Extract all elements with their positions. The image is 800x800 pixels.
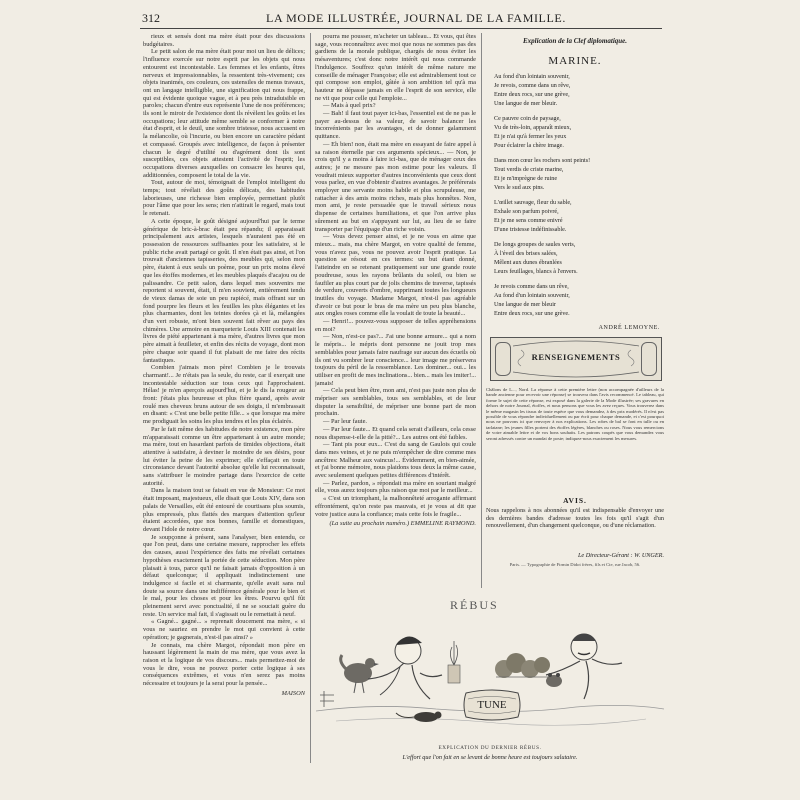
poem-stanza	[494, 283, 664, 319]
poem-stanza	[494, 199, 664, 235]
middle-paragraph: « C'est un triomphant, la malhonnêteté arrogante affirmant effrontément, qu'on reste pas mauvais, et je vous ai dit que votre justice aura la confiance; mais cette fois le fragile...	[315, 495, 476, 518]
barrel-word: TUNE	[477, 699, 507, 711]
left-paragraph: Combien j'aimais mon père! Combien je le trouvais charmant!... Je n'étais pas la seule, du reste, car il exerçait une incontestable séduction sur tous ceux qui l'approchaient. Hélas! je m'en aperçois aujourd'hui, et je le dis la rougeur au front: j'étais plus heureuse et plus fière quand, après avoir roulé mes cheveux bruns autour de ses doigts, il m'embrassait en disant: « C'est une belle petite fille... » que lorsque ma mère me prodiguait les soins les plus tendres et les plus éclairés.	[143, 364, 305, 426]
poem-line: Entre deux rocs, sur une grève.	[494, 311, 570, 317]
printer-line: Paris. — Typographie de Firmin Didot frères, fils et Cie, rue Jacob, 56.	[509, 562, 641, 567]
poem-line: De longs groupes de saules verts,	[494, 242, 576, 248]
poem	[486, 73, 664, 319]
renseignements-banner	[490, 337, 662, 381]
middle-paragraph: — Vous devez penser ainsi, et je ne vous en aime que mieux... mais, ma chère Margot, en votre qualité de femme, vous n'avez pas, vous ne pouvez avoir l'esprit pratique. La question se résout en ces termes: un but étant donné, l'atteindre en se retenant pratiquement sur une grande route poudreuse, sous les rayons brûlants du soleil, ou bien se faufiler au plus court par de jolis chemins de traverse, tapissés de verdure, couverts d'ombre, supprimant toutes les longueurs inutiles du voyage. Madame Margot, n'est-il pas agréable d'avoir ce but pour le bras de ma mère un peu plus blanche, aux ongles roses comme elle la voulait de toute la beauté...	[315, 233, 476, 318]
poem-line: À l'éveil des brises salées,	[494, 251, 558, 257]
hen-icon	[341, 655, 379, 693]
poem-stanza	[494, 115, 664, 151]
journal-title: LA MODE ILLUSTRÉE, JOURNAL DE LA FAMILLE.	[266, 11, 566, 25]
story-signature: (La suite au prochain numéro.) EMMELINE RAYMOND.	[329, 520, 476, 528]
avis-title: AVIS.	[563, 496, 587, 505]
column-divider	[310, 33, 311, 763]
left-paragraph: Le petit salon de ma mère était pour moi un lieu de délices; l'influence exercée sur notre esprit par les objets qui nous entourent est incontestable. Les femmes et les enfants, êtres nerveux et impressionnables, la ressentent très-vivement; ces objets inanimés, ces couleurs, ces ustensiles de menus travaux, ont un langage intelligible, une signification qui nous frappe, qui est évidente quoique vague, et à peu près intraduisible en paroles; chacun d'entre eux représente l'une de nos préférences; ils sont le miroir de l'existence dont ils révèlent les goûts et les occupations; leur attitude même semble se conformer à notre état d'esprit, et le deuil, une sombre tristesse, nous accusent en la mélancolie, où l'incurie, ou bien encore un caractère pédant et compassé. Groupés avec intelligence, de façon à présenter chacun le degré d'utilité ou d'agrément dont ils sont susceptibles, ces objets attestent l'activité de l'esprit; les occupations diverses auxquelles on consacre les heures qui, additionnées, composent le total de la vie.	[143, 48, 305, 179]
poem-line: Une langue de mer bleuir	[494, 302, 556, 308]
plant-icon	[448, 641, 460, 683]
poem-line: Au fond d'un lointain souvenir,	[494, 293, 570, 299]
poem-line: Vers le sud aux pins.	[494, 185, 545, 191]
poem-title: MARINE.	[548, 55, 602, 67]
barrel-icon	[464, 690, 520, 720]
left-column	[143, 33, 305, 763]
middle-paragraph: — Par leur faute... Et quand cela serait d'ailleurs, cela cesse nous dispense-t-elle de la pitié?... Les autres ont été faibles.	[315, 425, 476, 441]
poem-line: Je revois, comme dans un rêve,	[494, 83, 571, 89]
rebus-title: RÉBUS	[450, 598, 499, 612]
man-figure-icon	[546, 634, 622, 699]
poem-line: D'une tristesse indéfinissable.	[494, 227, 567, 233]
left-paragraph: Je connais, ma chère Margot, répondait mon père en haussant légèrement la main de ma mère, que vous avez la raison et la logique de vos discours... mais permettez-moi de vous le dire, vous ne pouvez porter cette logique à ses conséquences extrêmes, et vous n'en serez pas moins nécessaire et toujours je la serai pour la pensée...	[143, 641, 305, 688]
header-rule	[140, 28, 662, 29]
rat-icon	[396, 712, 442, 723]
left-paragraph: Je soupçonne à présent, sans l'analyser, bien entendu, ce que l'on peut, dans une certaine mesure, rapprocher les effets des causes, aussi l'expérience des faits me révélait certaines hypothèses exactement la portée de cette séduction. Mon père plaisait à tous, parce qu'il ne faisait jamais d'opposition à un défaut quelconque; il appliquait indistinctement une indulgence si facile et si charmante, qu'elle avait sans nul doute sa source dans une indifférence générale pour le bien et le mal, pour les choses et pour les êtres. Pourvu qu'il fût pleinement servi avec ponctualité, il ne se souciait guère du reste. Un service mal fait, il s'agissait ou le remettait à neuf.	[143, 533, 305, 618]
poem-line: Dans mon cœur les rochers sont peints!	[494, 158, 591, 164]
poem-line: Et je n'ai qu'à fermer les yeux	[494, 134, 567, 140]
poem-line: Exhale son parfum poivré,	[494, 209, 559, 215]
avis-text: Nous rappelons à nos abonnées qu'il est indispensable d'envoyer une des dernières bandes d'adresse toutes les fois qu'il s'agit d'un renouvellement, d'un changement quelconque, ou d'une réclamation.	[486, 507, 664, 530]
poem-line: Vu de très-loin, apparaît mieux,	[494, 125, 572, 131]
middle-paragraph: — Eh bien! non, était ma mère en essayant de faire appel à sa raison éternelle par ces arguments spécieux... — Non, je crois qu'il y a moins à faire ici-bas, que de ménager ceux des autres; je ne mesure pas mon estime pour les valeurs. Il voudrait mieux supporter d'autres inconvénients que ceux dont vous parlez, en vue d'obtenir d'autres avantages. Je préférerais employer une servante moins habile et plus scrupuleuse, me rattacher à des amis moins riches, mais plus honnêtes. Non, mon ami, je reste persuadée que le travail sérieux nous dispense de certaines humiliations, et que l'on arrive plus sûrement au but en s'appuyant sur lui, au lieu de se faire transporter par l'équipage d'un riche voisin.	[315, 140, 476, 233]
left-paragraph: Par le fait même des habitudes de notre existence, mon père m'apparaissait comme un être appartenant à un autre monde; ma mère, tout en hasardant parfois de timides objections, était attentive à satisfaire, à deviner le moindre de ses désirs, pour lui éviter la peine de les exprimer; elle s'effaçait en toute circonstance devant l'autorité absolue qu'elle lui reconnaissait, sans s'attribuer le moindre partage dans l'exercice de cette autorité.	[143, 425, 305, 487]
director-signature: Le Directeur-Gérant : W. UNGER.	[577, 552, 664, 559]
page-header	[142, 11, 662, 27]
poem-stanza	[494, 241, 664, 277]
poem-stanza	[494, 157, 664, 193]
rebus-caption-text: L'effort que l'on fait en se levant de bonne heure est toujours salutaire.	[402, 754, 578, 761]
middle-paragraph: — Henri!... pouvez-vous supposer de telles appréhensions en moi?	[315, 318, 476, 333]
middle-paragraph: — Tant pis pour eux... C'est du sang de Gaulois qui coule dans mes veines, et je ne puis m'empêcher de dire comme mes ancêtres: Malheur aux vaincus!... Évidemment, en bien-aimée, et j'ai bonne mémoire, nous plaidons tous deux la même cause, avec seulement quelques petites différences d'intérêt.	[315, 441, 476, 480]
page-number: 312	[142, 11, 160, 25]
middle-paragraph: — Cela peut bien être, mon ami, n'est pas juste non plus de mépriser ses semblables, tous ses semblables, et de leur disputer la sensibilité, de mépriser une bonne part de mon prochain.	[315, 387, 476, 418]
middle-column	[315, 33, 476, 597]
poem-line: L'œillet sauvage, fleur du sable,	[494, 200, 572, 206]
left-paragraph: « Gagné... gagné... » reprenait doucement ma mère, « si vous ne sauriez en prendre le mot qui convient à cette opération; je gagnerais, n'est-il pas ainsi? »	[143, 618, 305, 641]
left-paragraph: Dans la maison tout se faisait en vue de Monsieur: Ce mot était imposant, majestueux, elle disait que Louis XIV, dans son palais de Versailles, eût été entouré de courtisans plus soumis, plus empressés, plus flattés des marques d'attention qu'leur étaient accordées, que nos bonnes, famille et domestiques, devant l'idole de notre cœur.	[143, 487, 305, 533]
rebus-illustration	[316, 611, 664, 739]
poem-line: Et je m'imprègne de ruine	[494, 176, 558, 182]
rebus-caption-label: EXPLICATION DU DERNIER RÉBUS.	[438, 745, 542, 751]
frog-icon	[546, 673, 562, 687]
decorative-emblem-icon	[320, 691, 334, 707]
middle-paragraph: — Mais à quel prix?	[323, 102, 376, 110]
renseignements-text: Châlons de L..., Nord. La réponse à cette première lettre (non accompagnée d'ailleurs de la bande ancienne pour recevoir une réponse) se trouvera dans l'avis recommencé. Le tableau, qui forme le sujet de cette réponse, est exposé dans la galerie de la Mode illustrée; ses gravures en dehors de notre Journal, étoffes, et nous pensons que vous les avez reçues. Vous trouverez dans le même magasin les tissus de toute espèce que vous demandez, à des prix modérés. Il n'est pas possible de vous répondre individuellement ou par écrit pour chaque demande, et c'est pourquoi nous ne pouvons ici que renvoyer à nos explications. Les robes de bal se font en tulle ou en tarlatane; les jeunes filles portent des étoffes légères, blanches ou roses. Nous vous remercions de votre aimable lettre et de vos bons souhaits. Les patrons coupés que vous demandez vous seront adressés contre un mandat de poste; indiquez-nous exactement les mesures.	[486, 387, 664, 441]
poem-author: ANDRÉ LEMOYNE.	[598, 325, 660, 331]
poem-line: Entre deux rocs, sur une grève,	[494, 92, 570, 98]
middle-paragraph: — Non, n'est-ce pas?... J'ai une bonne armure... qui a nom le mépris... le mépris dont personne ne jouit trop mes semblables pour jamais faire naufrage sur aucun des écueils où ils ont vu sombrer leur conscience... leur image me préservera toujours du péril de la ressemblance. Les dominer... oui... les utiliser en profit de mes inclinations... bien... mais les imiter!... jamais!	[315, 333, 476, 387]
left-paragraph: rieux et sensés dont ma mère était pour des discussions budgétaires.	[143, 33, 305, 48]
poem-line: Au fond d'un lointain souvenir,	[494, 74, 570, 80]
poem-line: Pour éclairer la chère image.	[494, 143, 564, 149]
middle-paragraph: — Parlez, pardon, » répondait ma mère en souriant malgré elle, vous aurez toujours plus raison que moi par le meilleur...	[315, 479, 476, 495]
right-column	[486, 33, 664, 331]
left-signature: MAISON	[281, 689, 305, 697]
poem-line: Je revois comme dans un rêve,	[494, 284, 569, 290]
poem-line: Et je me sens comme enivré	[494, 218, 563, 224]
left-paragraph: Tout, autour de moi, témoignait de l'emploi intelligent du temps; tout révélait des goûts délicats, des habitudes laborieuses, une richesse bien employée, permettant plutôt pour l'âme que pour les sens; rien n'attirait le regard, mais tout le retenait.	[143, 179, 305, 218]
middle-paragraph: pourra me pousser, m'acheter un tableau... Et vous, qui êtes sage, vous reconnaîtrez avec moi que nous ne sommes pas des gardiens de la morale publique, chargés de nous éviter les mésaventures; c'est donc notre intérêt qui nous commande l'indulgence. Souffrez qu'un intérêt de même nature me conseille de ménager Françoise; elle est admirablement tout ce qui compose son emploi, gâtée à son ambition tel qu'à ma hauteur ne dépasse jamais en elle l'esprit de son service, elle ne vit que pour celle qui l'emploie...	[315, 33, 476, 102]
poem-line: Leurs feuillages, blancs à l'envers.	[494, 269, 578, 275]
explanation-title: Explication de la Clef diplomatique.	[522, 37, 628, 45]
column-divider	[481, 33, 482, 588]
middle-paragraph: — Bah! il faut tout payer ici-bas, l'essentiel est de ne pas le payer au-dessus de sa valeur, de savoir balancer les inconvénients par les avantages, et de donner galamment quittance.	[315, 110, 476, 141]
middle-paragraph: — Par leur faute.	[323, 418, 368, 426]
poem-line: Une langue de mer bleuir.	[494, 101, 558, 107]
poem-line: Mêlent aux dunes ébranlées	[494, 260, 562, 266]
woman-figure-icon	[368, 636, 442, 699]
left-paragraph: A cette époque, le goût désigné aujourd'hui par le terme générique de bric-à-brac était peu répandu; il apparaissait principalement aux artistes, lesquels n'auraient pas été en possession de ressources suffisantes pour les satisfaire, si le public riche avait partagé ce goût. Il n'en était pas ainsi, et l'on trouvait d'anciennes tapisseries, des meubles qui, selon mon père, étaient à eux seuls un poème, pour un prix moins élevé que les étoffes modernes, et les meubles plaqués d'acajou ou de palissandre. Ce petit salon, dans lequel mes souvenirs me reportent si souvent, était, il m'en souvient, entièrement tendu de vieux damas de soie un peu rapiécé, mais offrant sur un fond pourpre les fleurs et les feuilles les plus élégantes et les plus charmantes, dont les teintes dorées çà et là, mélangées d'un vert robuste, m'ont bien souvent fait rêver au pays des chimères. Une armoire en marqueterie Louis XIII contenait les livres de piété appartenant à ma mère, d'autres livres que mon père aimait à feuilleter, et enfin des récits de voyage, dont mon père chaque soir quand il fut plaisait de me faire des récits fantastiques.	[143, 217, 305, 364]
bushes-icon	[495, 653, 550, 678]
poem-line: Tout verdis de criste marine,	[494, 167, 564, 173]
poem-line: Ce pauvre coin de paysage,	[494, 116, 561, 122]
renseignements-label: RENSEIGNEMENTS	[531, 352, 621, 362]
poem-stanza	[494, 73, 664, 109]
